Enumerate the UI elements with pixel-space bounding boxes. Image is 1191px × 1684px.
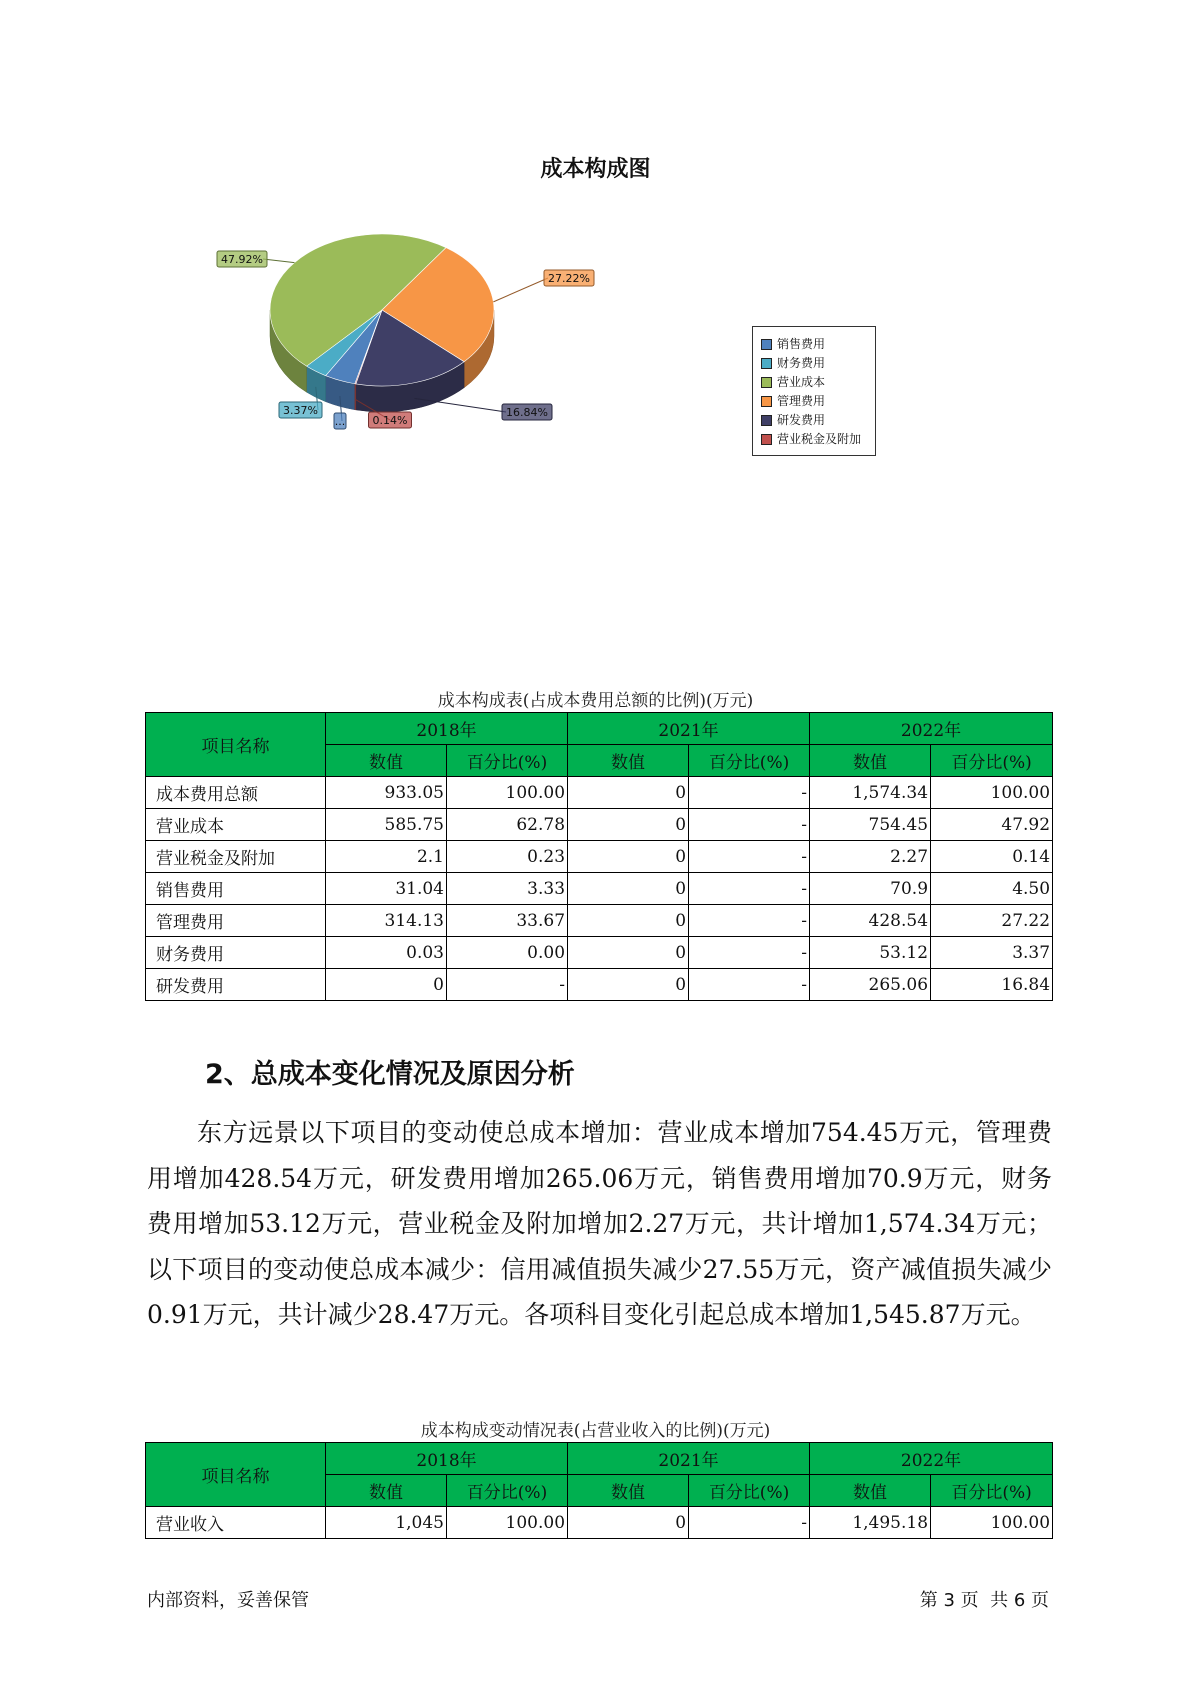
value-cell: 0 — [568, 905, 689, 937]
header-percent: 百分比(%) — [447, 745, 568, 777]
percent-cell: 47.92 — [931, 809, 1053, 841]
percent-cell: 27.22 — [931, 905, 1053, 937]
header-year: 2018年 — [326, 1443, 568, 1475]
legend-swatch — [761, 434, 772, 445]
cost-structure-table — [145, 712, 1053, 1001]
legend-item — [761, 430, 869, 449]
percent-cell: 100.00 — [447, 1507, 568, 1539]
value-cell: 585.75 — [326, 809, 447, 841]
value-cell: 0 — [568, 969, 689, 1001]
value-cell: 428.54 — [810, 905, 931, 937]
percent-cell: 100.00 — [931, 1507, 1053, 1539]
legend-item — [761, 354, 869, 373]
section-heading: 2、总成本变化情况及原因分析 — [205, 1059, 575, 1090]
percent-cell: 0.00 — [447, 937, 568, 969]
legend-item — [761, 411, 869, 430]
header-percent: 百分比(%) — [689, 745, 810, 777]
table-row — [146, 937, 1053, 969]
value-cell: 1,495.18 — [810, 1507, 931, 1539]
value-cell: 0 — [326, 969, 447, 1001]
value-cell: 0 — [568, 873, 689, 905]
percent-cell: 3.33 — [447, 873, 568, 905]
pie-data-label: 47.92% — [221, 253, 263, 266]
table-row — [146, 873, 1053, 905]
value-cell: 53.12 — [810, 937, 931, 969]
value-cell: 933.05 — [326, 777, 447, 809]
value-cell: 2.27 — [810, 841, 931, 873]
percent-cell: 100.00 — [447, 777, 568, 809]
legend-label: 管理费用 — [777, 394, 826, 408]
cost-change-table — [145, 1442, 1053, 1539]
header-value: 数值 — [568, 1475, 689, 1507]
legend-label: 营业税金及附加 — [777, 432, 862, 446]
header-percent: 百分比(%) — [447, 1475, 568, 1507]
value-cell: 2.1 — [326, 841, 447, 873]
table-row — [146, 1507, 1053, 1539]
header-percent: 百分比(%) — [931, 1475, 1053, 1507]
header-year: 2022年 — [810, 713, 1053, 745]
value-cell: 70.9 — [810, 873, 931, 905]
value-cell: 265.06 — [810, 969, 931, 1001]
pie-data-label: 0.14% — [372, 414, 408, 427]
header-year: 2021年 — [568, 1443, 810, 1475]
row-label: 销售费用 — [146, 873, 326, 905]
percent-cell: - — [689, 969, 810, 1001]
percent-cell: - — [689, 1507, 810, 1539]
header-value: 数值 — [326, 1475, 447, 1507]
table-row — [146, 777, 1053, 809]
pie-data-label: 3.37% — [283, 404, 318, 417]
value-cell: 314.13 — [326, 905, 447, 937]
header-value: 数值 — [810, 1475, 931, 1507]
legend-swatch — [761, 358, 772, 369]
header-percent: 百分比(%) — [689, 1475, 810, 1507]
percent-cell: 0.14 — [931, 841, 1053, 873]
pie-leader-line — [493, 278, 548, 302]
percent-cell: 0.23 — [447, 841, 568, 873]
header-value: 数值 — [568, 745, 689, 777]
row-label: 营业成本 — [146, 809, 326, 841]
header-item-name: 项目名称 — [146, 1443, 326, 1507]
legend-label: 销售费用 — [777, 337, 826, 351]
legend-item — [761, 335, 869, 354]
header-value: 数值 — [326, 745, 447, 777]
percent-cell: 16.84 — [931, 969, 1053, 1001]
table2-caption: 成本构成变动情况表(占营业收入的比例)(万元) — [420, 1421, 771, 1441]
row-label: 成本费用总额 — [146, 777, 326, 809]
header-percent: 百分比(%) — [931, 745, 1053, 777]
percent-cell: - — [689, 841, 810, 873]
value-cell: 0 — [568, 777, 689, 809]
legend-swatch — [761, 396, 772, 407]
footer-confidential: 内部资料，妥善保管 — [147, 1590, 309, 1611]
value-cell: 0.03 — [326, 937, 447, 969]
table-row — [146, 969, 1053, 1001]
pie-data-label: ... — [334, 415, 346, 428]
percent-cell: 33.67 — [447, 905, 568, 937]
value-cell: 1,574.34 — [810, 777, 931, 809]
legend-swatch — [761, 339, 772, 350]
table-row — [146, 809, 1053, 841]
legend-label: 营业成本 — [777, 375, 826, 389]
pie-data-label: 16.84% — [506, 406, 548, 419]
row-label: 营业税金及附加 — [146, 841, 326, 873]
legend-label: 研发费用 — [777, 413, 826, 427]
value-cell: 754.45 — [810, 809, 931, 841]
percent-cell: 4.50 — [931, 873, 1053, 905]
percent-cell: 62.78 — [447, 809, 568, 841]
header-year: 2018年 — [326, 713, 568, 745]
legend-item — [761, 392, 869, 411]
chart-legend — [752, 326, 876, 456]
percent-cell: - — [447, 969, 568, 1001]
legend-label: 财务费用 — [777, 356, 826, 370]
header-value: 数值 — [810, 745, 931, 777]
row-label: 财务费用 — [146, 937, 326, 969]
analysis-paragraph: 东方远景以下项目的变动使总成本增加：营业成本增加754.45万元，管理费用增加428.54万元，研发费用增加265.06万元，销售费用增加70.9万元，财务费用增加53.12万元，营业税金及附加增加2.27万元，共计增加1,574.34万元；以下项目的变动使总成本减少：信用减值损失减少27.55万元，资产减值损失减少0.91万元，共计减少28.47万元。各项科目变化引起总成本增加1,545.87万元。 — [147, 1118, 1052, 1329]
legend-swatch — [761, 377, 772, 388]
table1-caption: 成本构成表(占成本费用总额的比例)(万元) — [437, 691, 754, 711]
table-row — [146, 905, 1053, 937]
row-label: 研发费用 — [146, 969, 326, 1001]
value-cell: 0 — [568, 809, 689, 841]
value-cell: 0 — [568, 1507, 689, 1539]
value-cell: 1,045 — [326, 1507, 447, 1539]
row-label: 营业收入 — [146, 1507, 326, 1539]
percent-cell: - — [689, 937, 810, 969]
percent-cell: - — [689, 809, 810, 841]
chart-title: 成本构成图 — [540, 157, 651, 182]
value-cell: 0 — [568, 937, 689, 969]
footer-page-number: 第 3 页 共 6 页 — [919, 1590, 1049, 1611]
legend-swatch — [761, 415, 772, 426]
pie-leader-line — [263, 259, 294, 263]
table-row — [146, 841, 1053, 873]
percent-cell: - — [689, 777, 810, 809]
percent-cell: - — [689, 905, 810, 937]
percent-cell: - — [689, 873, 810, 905]
value-cell: 0 — [568, 841, 689, 873]
percent-cell: 3.37 — [931, 937, 1053, 969]
percent-cell: 100.00 — [931, 777, 1053, 809]
pie-data-label: 27.22% — [548, 272, 590, 285]
header-year: 2022年 — [810, 1443, 1053, 1475]
pie-chart — [221, 215, 590, 455]
header-item-name: 项目名称 — [146, 713, 326, 777]
header-year: 2021年 — [568, 713, 810, 745]
row-label: 管理费用 — [146, 905, 326, 937]
legend-item — [761, 373, 869, 392]
pie-slice-side — [355, 384, 356, 410]
value-cell: 31.04 — [326, 873, 447, 905]
